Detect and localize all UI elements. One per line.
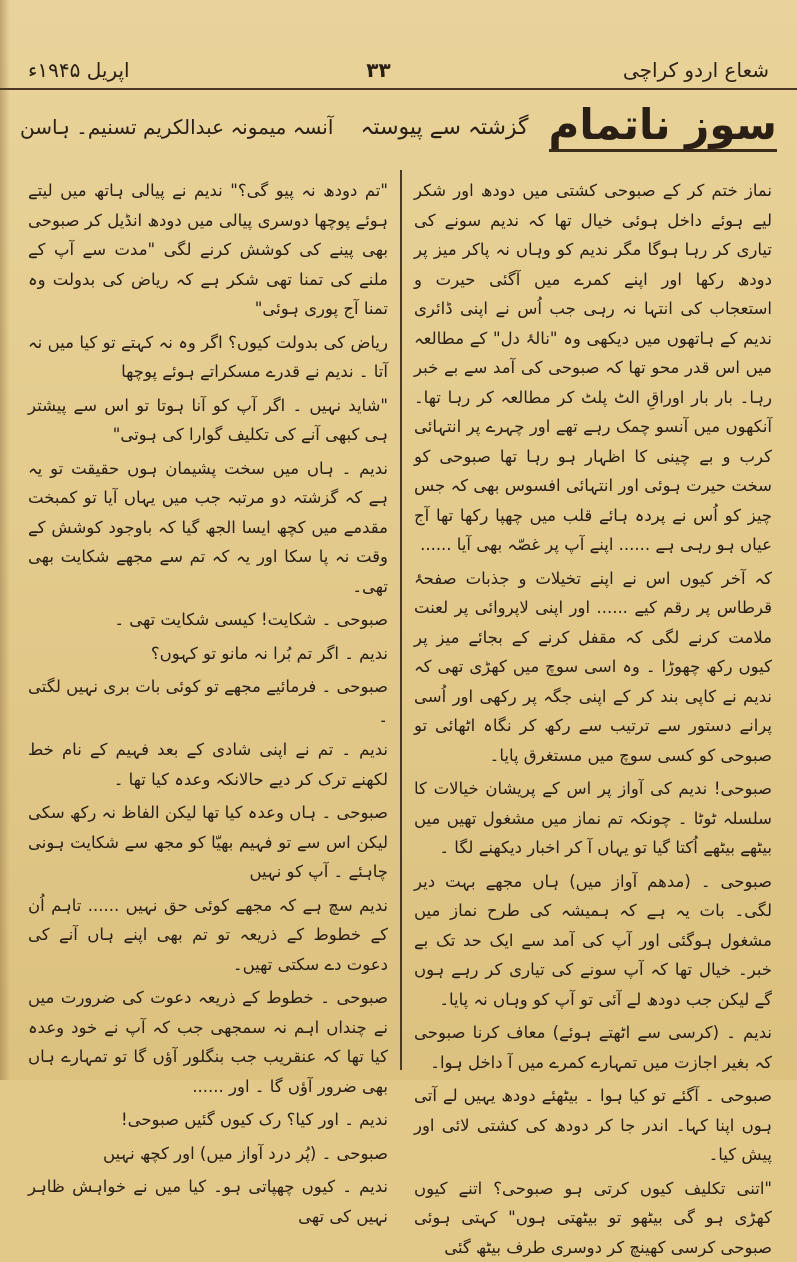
header-date: اپریل ۱۹۴۵ء [28, 58, 188, 82]
title-band [0, 92, 797, 162]
paragraph: "اتنی تکلیف کیوں کرتی ہو صبوحی؟ اتنے کیوں کھڑی ہو گی بیٹھو تو بیٹھتی ہوں" کہتی ہوئی صبوحی کرسی کھینچ کر دوسری طرف بیٹھ گئی [414, 1174, 772, 1262]
magazine-name: شعاع اردو کراچی [569, 58, 769, 82]
paragraph: ریاض کی بدولت کیوں؟ اگر وہ نہ کہتے تو کیا میں نہ آتا ۔ ندیم نے قدرے مسکراتے ہوئے پوچھا [28, 328, 388, 387]
paragraph: ندیم ۔ اگر تم بُرا نہ مانو تو کہوں؟ [28, 639, 388, 669]
page-number: ۳۳ [366, 58, 390, 82]
story-title: سوز ناتمام [549, 102, 777, 151]
paragraph: صبوحی ۔ (پُر درد آواز میں) اور کچھ نہیں [28, 1139, 388, 1169]
paragraph: ندیم ۔ ہاں میں سخت پشیمان ہوں حقیقت تو یہ ہے کہ گزشتہ دو مرتبہ جب میں یہاں آیا تو کمبخت مقدمے میں کچھ ایسا الجھ گیا کہ باوجود کوشش کے وقت نہ پا سکا اور یہ کہ تم سے مجھے شکایت بھی تھی۔ [28, 454, 388, 602]
paragraph: صبوحی ۔ ہاں وعدہ کیا تھا لیکن الفاظ نہ رکھ سکی لیکن اس سے تو فہیم بھیّا کو مجھ سے شکایت ہونی چاہئے ۔ آپ کو نہیں [28, 798, 388, 887]
paragraph: ندیم ۔ تم نے اپنی شادی کے بعد فہیم کے نام خط لکھنے ترک کر دیے حالانکہ وعدہ کیا تھا ۔ [28, 735, 388, 794]
paragraph: صبوحی ۔ خطوط کے ذریعہ دعوت کی ضرورت میں نے چنداں اہم نہ سمجھی جب کہ آپ نے خود وعدہ کیا تھا کہ عنقریب جب بنگلور آؤں گا تو تمہارے ہاں بھی ضرور آؤں گا ۔ اور ...... [28, 983, 388, 1101]
paragraph: "تم دودھ نہ پیو گی؟" ندیم نے پیالی ہاتھ میں لیتے ہوئے پوچھا دوسری پیالی میں دودھ انڈیل کر صبوحی بھی پینے کی کوشش کرنے لگی "مدت سے آپ کے ملنے کی تمنا تھی شکر ہے کہ ریاض کی بدولت وہ تمنا آج پوری ہوئی" [28, 176, 388, 324]
scan-edge-shadow [0, 0, 10, 1080]
paragraph: ندیم ۔ کیوں چھپاتی ہو۔ کیا میں نے خواہش ظاہر نہیں کی تھی [28, 1172, 388, 1231]
right-column [400, 170, 784, 1070]
paragraph: ندیم سچ ہے کہ مجھے کوئی حق نہیں ...... تاہم اُن کے خطوط کے ذریعہ تو تم بھی اپنے ہاں آنے کی دعوت دے سکتی تھیں۔ [28, 891, 388, 980]
continuation-note: گزشتہ سے پیوستہ [361, 115, 529, 140]
author-byline: آنسہ میمونہ عبدالکریم تسنیم۔ ہاسن [20, 115, 333, 139]
paragraph: صبوحی ۔ آگئے تو کیا ہوا ۔ بیٹھئے دودھ یہیں لے آتی ہوں اپنا کہا۔ اندر جا کر دودھ کی کشتی لائی اور پیش کیا۔ [414, 1081, 772, 1170]
text-columns [14, 170, 784, 1070]
left-column [16, 170, 400, 1070]
page-header [0, 0, 797, 90]
paragraph: کہ آخر کیوں اس نے اپنے تخیلات و جذبات صفحۂ قرطاس پر رقم کیے ...... اور اپنی لاپروائی پر لعنت ملامت کرنے لگی کہ مقفل کرنے کے بجائے میز پر کیوں رکھ چھوڑا ۔ وہ اسی سوچ میں کھڑی تھی کہ ندیم نے کاپی بند کر کے اپنی جگہ پر رکھی اور اُسی پرانے دستور سے ترتیب سے رکھ کر نگاہ اٹھائی تو صبوحی کو کسی سوچ میں مستغرق پایا۔ [414, 564, 772, 771]
paragraph: صبوحی ۔ شکایت! کیسی شکایت تھی ۔ [28, 605, 388, 635]
paragraph: ندیم ۔ اور کیا؟ رک کیوں گئیں صبوحی! [28, 1105, 388, 1135]
paragraph: "شاید نہیں ۔ اگر آپ کو آنا ہوتا تو اس سے پیشتر ہی کبھی آنے کی تکلیف گوارا کی ہوتی" [28, 391, 388, 450]
paragraph: صبوحی ۔ فرمائیے مجھے تو کوئی بات بری نہیں لگتی ۔ [28, 672, 388, 731]
paragraph: ندیم ۔ (کرسی سے اٹھتے ہوئے) معاف کرنا صبوحی کہ بغیر اجازت میں تمہارے کمرے میں آ داخل ہوا۔ [414, 1018, 772, 1077]
paragraph: صبوحی! ندیم کی آواز پر اس کے پریشان خیالات کا سلسلہ ٹوٹا ۔ چونکہ تم نماز میں مشغول تھیں میں بیٹھے بیٹھے اُکتا گیا تو یہاں آ کر اخبار دیکھنے لگا ۔ [414, 774, 772, 863]
paragraph: صبوحی ۔ (مدھم آواز میں) ہاں مجھے بہت دیر لگی۔ بات یہ ہے کہ ہمیشہ کی طرح نماز میں مشغول ہوگئی اور آپ کی آمد سے ایک حد تک بے خبر۔ خیال تھا کہ آپ سونے کی تیاری کر رہے ہوں گے لیکن جب دودھ لے آئی تو آپ کو وہاں نہ پایا۔ [414, 867, 772, 1015]
paragraph: نماز ختم کر کے صبوحی کشتی میں دودھ اور شکر لیے ہوئے داخل ہوئی خیال تھا کہ ندیم سونے کی تیاری کر رہا ہوگا مگر ندیم کو وہاں نہ پاکر میز پر دودھ رکھا اور اپنے کمرے میں آگئی حیرت و استعجاب کی انتہا نہ رہی جب اُس نے اپنی ڈائری ندیم کے ہاتھوں میں دیکھی وہ "نالۂ دل" کے مطالعہ میں اس قدر محو تھا کہ صبوحی کی آمد سے بے خبر رہا۔ بار بار اوراقِ الٹ پلٹ کر مطالعہ کر رہا تھا۔ آنکھوں میں آنسو چمک رہے تھے اور چہرے پر انتہائی کرب و بے چینی کا اظہار ہو رہا تھا صبوحی کو سخت حیرت ہوئی اور انتہائی افسوس بھی کہ جس چیز کو اُس نے پردہ ہائے قلب میں چھپا رکھا تھا آج عیاں ہو رہی ہے ...... اپنے آپ پر غصّہ بھی آیا ...... [414, 176, 772, 560]
